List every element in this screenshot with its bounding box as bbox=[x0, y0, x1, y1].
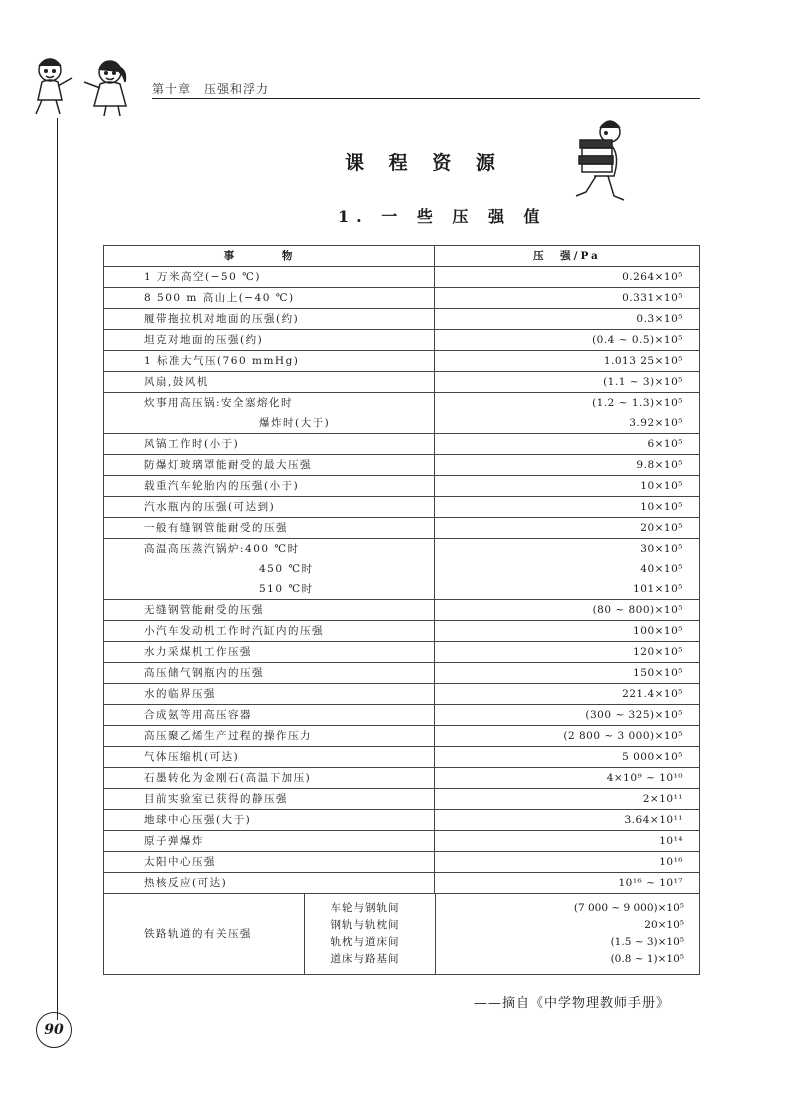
item-cell: 履带拖拉机对地面的压强(约) bbox=[104, 309, 435, 330]
pressure-line: 30×10⁵ bbox=[640, 543, 683, 555]
item-cell: 风镐工作时(小于) bbox=[104, 434, 435, 455]
item-cell: 载重汽车轮胎内的压强(小于) bbox=[104, 476, 435, 497]
item-cell: 1 万米高空(−50 ℃) bbox=[104, 267, 435, 288]
pressure-cell: 10¹⁴ bbox=[435, 831, 700, 852]
pressure-cell: 10¹⁶ ~ 10¹⁷ bbox=[435, 873, 700, 894]
column-header-pressure: 压 强/Pa bbox=[435, 246, 700, 267]
table-row bbox=[104, 476, 700, 497]
table-row bbox=[104, 810, 700, 831]
item-cell: 无缝钢管能耐受的压强 bbox=[104, 600, 435, 621]
table-row bbox=[104, 747, 700, 768]
page-number: 90 bbox=[36, 1012, 72, 1048]
table-row bbox=[104, 873, 700, 894]
chapter-header: 第十章 压强和浮力 bbox=[152, 82, 270, 96]
item-cell: 原子弹爆炸 bbox=[104, 831, 435, 852]
item-line: 高温高压蒸汽锅炉:400 ℃时 bbox=[144, 543, 300, 555]
table-row bbox=[104, 705, 700, 726]
pressure-cell: 150×10⁵ bbox=[435, 663, 700, 684]
table-row bbox=[104, 393, 700, 434]
table-row bbox=[104, 497, 700, 518]
table-row bbox=[104, 663, 700, 684]
item-cell: 汽水瓶内的压强(可达到) bbox=[104, 497, 435, 518]
table-row bbox=[104, 455, 700, 476]
pressure-cell bbox=[435, 393, 700, 434]
railway-value: (0.8 ~ 1)×10⁵ bbox=[610, 953, 684, 965]
item-cell: 防爆灯玻璃罩能耐受的最大压强 bbox=[104, 455, 435, 476]
header-rule bbox=[152, 98, 700, 99]
pressure-cell: 221.4×10⁵ bbox=[435, 684, 700, 705]
item-cell: 风扇,鼓风机 bbox=[104, 372, 435, 393]
item-cell bbox=[104, 393, 435, 434]
pressure-cell: 9.8×10⁵ bbox=[435, 455, 700, 476]
table-row bbox=[104, 267, 700, 288]
pressure-cell: 1.013 25×10⁵ bbox=[435, 351, 700, 372]
pressure-cell: 10×10⁵ bbox=[435, 476, 700, 497]
railway-part: 钢轨与轨枕间 bbox=[330, 919, 400, 931]
pressure-cell: 3.64×10¹¹ bbox=[435, 810, 700, 831]
railway-part: 车轮与钢轨间 bbox=[330, 902, 400, 914]
pressure-cell: 120×10⁵ bbox=[435, 642, 700, 663]
pressure-cell: (2 800 ~ 3 000)×10⁵ bbox=[435, 726, 700, 747]
pressure-cell: (300 ~ 325)×10⁵ bbox=[435, 705, 700, 726]
item-line: 炊事用高压锅:安全塞熔化时 bbox=[144, 397, 294, 409]
pressure-cell: 10×10⁵ bbox=[435, 497, 700, 518]
item-cell: 小汽车发动机工作时汽缸内的压强 bbox=[104, 621, 435, 642]
pressure-cell: 6×10⁵ bbox=[435, 434, 700, 455]
railway-parts bbox=[304, 894, 435, 974]
boy-carrying-books-illustration bbox=[566, 118, 636, 210]
table-row bbox=[104, 621, 700, 642]
item-line: 510 ℃时 bbox=[259, 583, 314, 595]
item-cell: 合成氨等用高压容器 bbox=[104, 705, 435, 726]
table-row-railway bbox=[104, 894, 700, 975]
table-row bbox=[104, 351, 700, 372]
item-line: 450 ℃时 bbox=[259, 563, 314, 575]
pressure-cell: 10¹⁶ bbox=[435, 852, 700, 873]
item-cell: 气体压缩机(可达) bbox=[104, 747, 435, 768]
item-cell: 热核反应(可达) bbox=[104, 873, 435, 894]
table-row bbox=[104, 789, 700, 810]
pressure-cell: (0.4 ~ 0.5)×10⁵ bbox=[435, 330, 700, 351]
railway-value: 20×10⁵ bbox=[644, 919, 684, 931]
item-cell: 高压聚乙烯生产过程的操作压力 bbox=[104, 726, 435, 747]
item-cell: 石墨转化为金刚石(高温下加压) bbox=[104, 768, 435, 789]
railway-row bbox=[104, 894, 700, 974]
table-row bbox=[104, 518, 700, 539]
railway-value: (7 000 ~ 9 000)×10⁵ bbox=[573, 902, 684, 914]
pressure-cell: 20×10⁵ bbox=[435, 518, 700, 539]
pressure-line: (1.2 ~ 1.3)×10⁵ bbox=[592, 397, 683, 409]
railway-values bbox=[435, 894, 700, 974]
pressure-line: 101×10⁵ bbox=[633, 583, 683, 595]
item-cell: 目前实验室已获得的静压强 bbox=[104, 789, 435, 810]
item-cell: 地球中心压强(大于) bbox=[104, 810, 435, 831]
table-row bbox=[104, 852, 700, 873]
pressure-cell: 2×10¹¹ bbox=[435, 789, 700, 810]
table-row bbox=[104, 372, 700, 393]
table-row bbox=[104, 642, 700, 663]
table-row bbox=[104, 726, 700, 747]
table-row bbox=[104, 600, 700, 621]
section-heading: 1. 一 些 压 强 值 bbox=[338, 207, 547, 226]
pressure-table bbox=[103, 245, 700, 975]
railway-value: (1.5 ~ 3)×10⁵ bbox=[610, 936, 684, 948]
table-row bbox=[104, 539, 700, 600]
item-cell bbox=[104, 539, 435, 600]
item-cell: 水力采煤机工作压强 bbox=[104, 642, 435, 663]
pressure-line: 3.92×10⁵ bbox=[629, 417, 683, 429]
margin-rule bbox=[57, 118, 58, 1020]
item-cell: 坦克对地面的压强(约) bbox=[104, 330, 435, 351]
item-cell: 8 500 m 高山上(−40 ℃) bbox=[104, 288, 435, 309]
item-cell: 高压储气钢瓶内的压强 bbox=[104, 663, 435, 684]
railway-part: 道床与路基间 bbox=[330, 953, 400, 965]
children-cartoon-illustration bbox=[22, 52, 150, 118]
table-row bbox=[104, 309, 700, 330]
pressure-cell: (80 ~ 800)×10⁵ bbox=[435, 600, 700, 621]
table-header-row bbox=[104, 246, 700, 267]
railway-label: 铁路轨道的有关压强 bbox=[104, 894, 304, 974]
railway-subtable bbox=[104, 894, 700, 974]
source-citation: ——摘自《中学物理教师手册》 bbox=[473, 996, 670, 1011]
pressure-cell: 100×10⁵ bbox=[435, 621, 700, 642]
item-cell: 水的临界压强 bbox=[104, 684, 435, 705]
railway-part: 轨枕与道床间 bbox=[330, 936, 400, 948]
table-row bbox=[104, 768, 700, 789]
item-cell: 一般有缝钢管能耐受的压强 bbox=[104, 518, 435, 539]
pressure-cell: (1.1 ~ 3)×10⁵ bbox=[435, 372, 700, 393]
item-line: 爆炸时(大于) bbox=[259, 417, 331, 429]
item-cell: 1 标准大气压(760 mmHg) bbox=[104, 351, 435, 372]
column-header-item: 事 物 bbox=[104, 246, 435, 267]
table-row bbox=[104, 288, 700, 309]
railway-cell bbox=[104, 894, 700, 975]
pressure-cell bbox=[435, 539, 700, 600]
pressure-cell: 4×10⁹ ~ 10¹⁰ bbox=[435, 768, 700, 789]
table-row bbox=[104, 330, 700, 351]
pressure-cell: 0.3×10⁵ bbox=[435, 309, 700, 330]
table-row bbox=[104, 831, 700, 852]
table-row bbox=[104, 434, 700, 455]
pressure-cell: 0.331×10⁵ bbox=[435, 288, 700, 309]
table-row bbox=[104, 684, 700, 705]
page-title: 课 程 资 源 bbox=[345, 152, 504, 174]
pressure-cell: 0.264×10⁵ bbox=[435, 267, 700, 288]
pressure-line: 40×10⁵ bbox=[640, 563, 683, 575]
item-cell: 太阳中心压强 bbox=[104, 852, 435, 873]
pressure-cell: 5 000×10⁵ bbox=[435, 747, 700, 768]
